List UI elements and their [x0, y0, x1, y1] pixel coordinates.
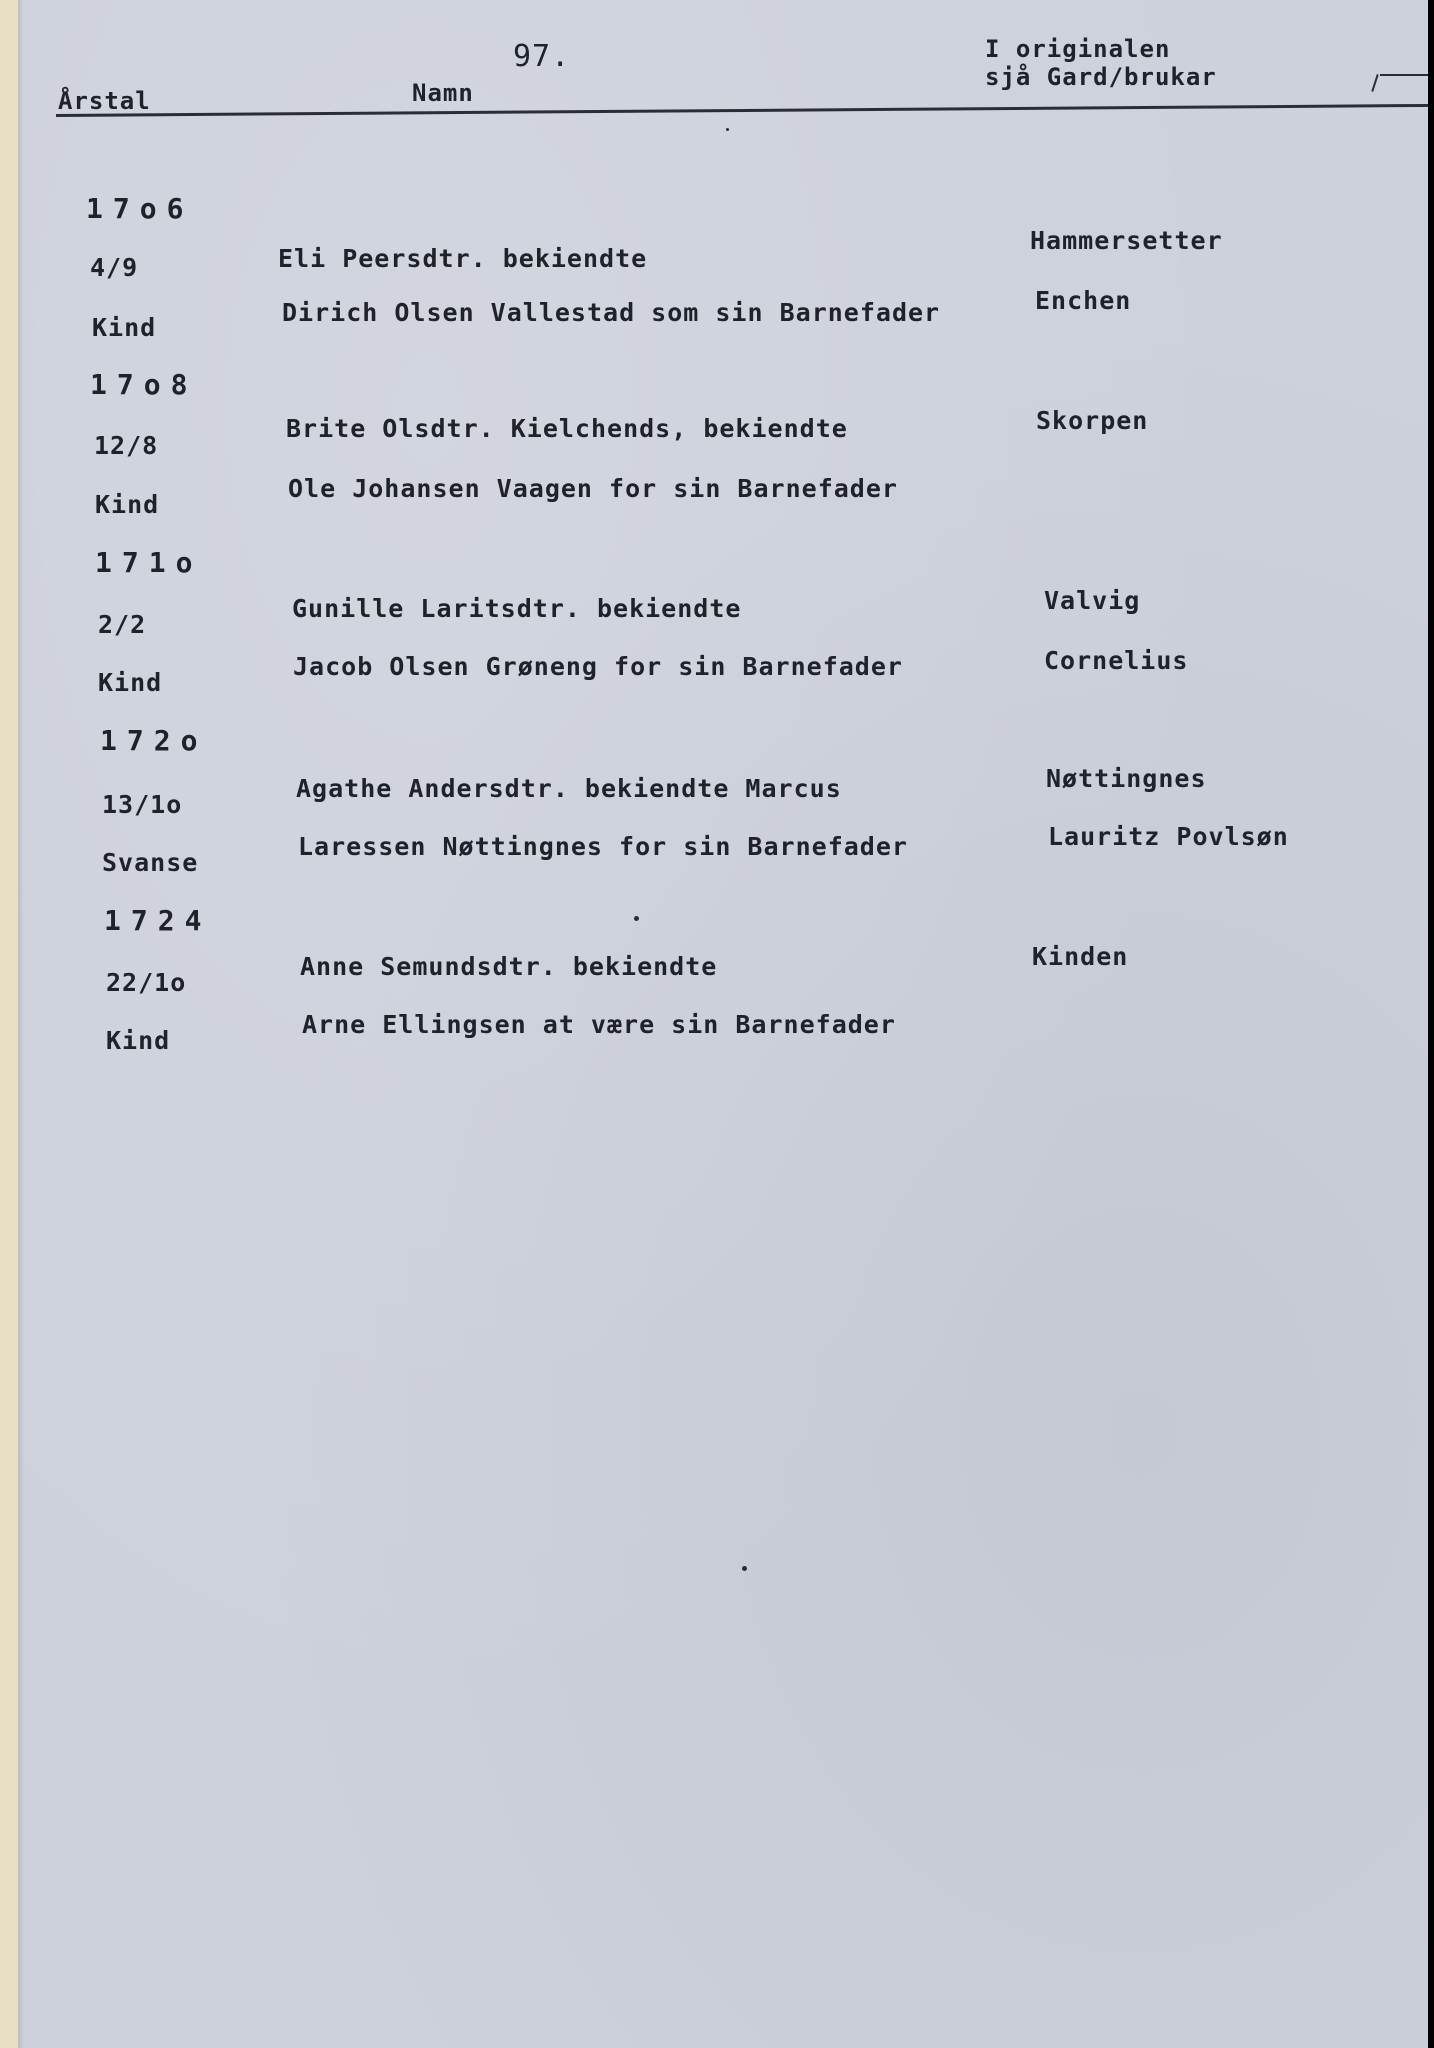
- column-header-farm-line2: sjå Gard/brukar: [985, 63, 1217, 91]
- entry-type: Svanse: [102, 848, 199, 877]
- entry-year: 17o6: [86, 192, 194, 225]
- margin-line: [1380, 74, 1428, 76]
- entry-line2: Ole Johansen Vaagen for sin Barnefader: [288, 474, 898, 503]
- entry-farm: Valvig: [1044, 586, 1141, 615]
- entry-date: 4/9: [90, 253, 139, 282]
- entry-date: 12/8: [94, 431, 159, 460]
- entry-date: 22/1o: [106, 968, 187, 997]
- entry-year: 171o: [95, 546, 203, 579]
- entry-type: Kind: [98, 668, 163, 697]
- entry-line2: Arne Ellingsen at være sin Barnefader: [302, 1010, 896, 1039]
- column-header-year: Årstal: [58, 87, 151, 115]
- ink-speck: [634, 916, 639, 921]
- entry-farm-note: Lauritz Povlsøn: [1048, 822, 1289, 851]
- entry-farm-note: Cornelius: [1044, 646, 1189, 675]
- entry-date: 2/2: [98, 610, 147, 639]
- entry-line2: Dirich Olsen Vallestad som sin Barnefader: [282, 298, 941, 327]
- margin-mark: [1371, 74, 1378, 92]
- ink-speck: [742, 1566, 747, 1571]
- entry-line1: Eli Peersdtr. bekiendte: [278, 244, 648, 273]
- column-header-name: Namn: [412, 79, 474, 107]
- entry-farm: Kinden: [1032, 942, 1129, 971]
- entry-farm-note: Enchen: [1035, 286, 1132, 315]
- entry-year: 1724: [104, 904, 212, 937]
- page-number: 97.: [513, 39, 571, 74]
- entry-line2: Laressen Nøttingnes for sin Barnefader: [298, 832, 908, 861]
- entry-farm: Skorpen: [1036, 406, 1149, 435]
- entry-year: 17o8: [90, 368, 198, 401]
- paper-edge-shadow: [18, 0, 24, 2048]
- entry-date: 13/1o: [102, 790, 183, 819]
- ink-speck: [726, 128, 729, 131]
- paper-edge: [0, 0, 18, 2048]
- entry-line2: Jacob Olsen Grøneng for sin Barnefader: [293, 652, 903, 681]
- entry-year: 172o: [100, 724, 208, 757]
- entry-type: Kind: [106, 1026, 171, 1055]
- entry-line1: Agathe Andersdtr. bekiendte Marcus: [296, 774, 842, 803]
- column-header-farm-line1: I originalen: [985, 35, 1171, 63]
- entry-type: Kind: [92, 313, 157, 342]
- entry-farm: Nøttingnes: [1046, 764, 1207, 793]
- entry-farm: Hammersetter: [1030, 226, 1223, 255]
- entry-line1: Brite Olsdtr. Kielchends, bekiendte: [286, 414, 848, 443]
- entry-type: Kind: [95, 490, 160, 519]
- entry-line1: Gunille Laritsdtr. bekiendte: [292, 594, 742, 623]
- header-rule: [56, 104, 1428, 117]
- entry-line1: Anne Semundsdtr. bekiendte: [300, 952, 718, 981]
